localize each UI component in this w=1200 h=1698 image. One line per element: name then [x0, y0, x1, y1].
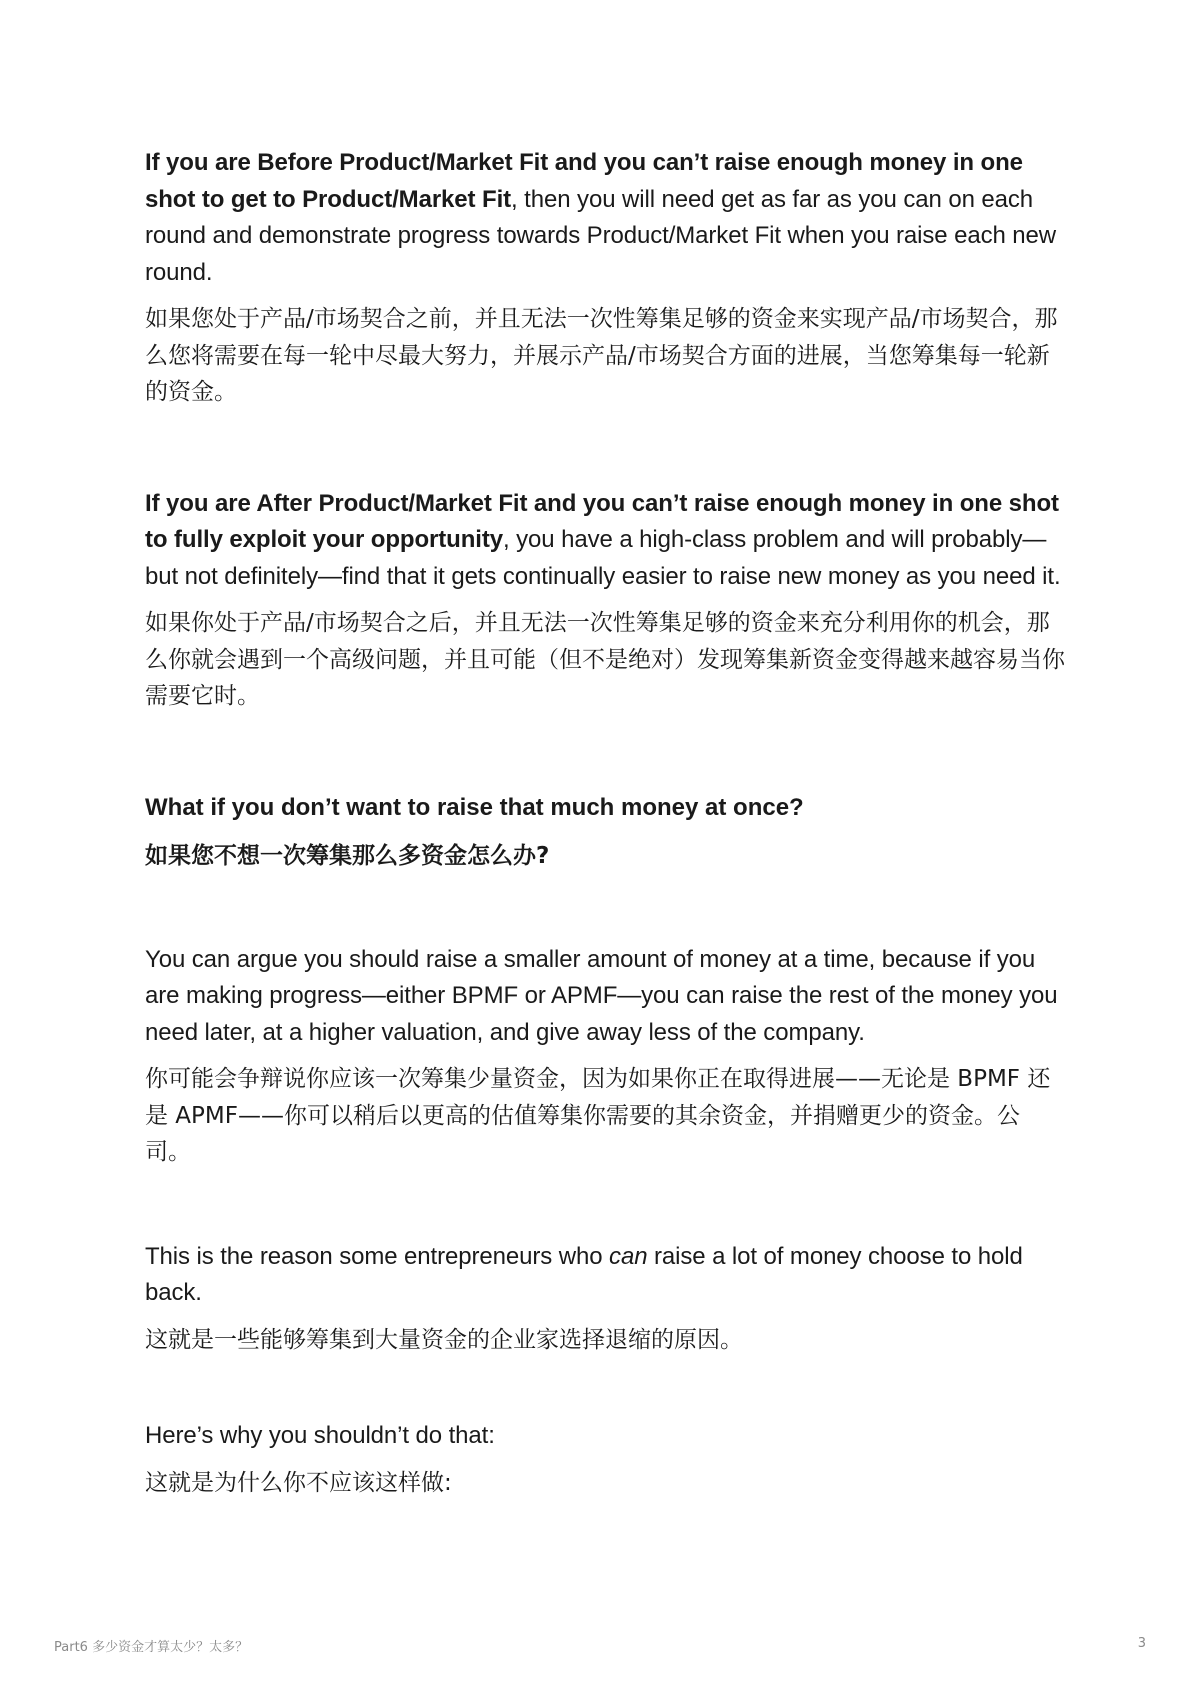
paragraph-en: Here’s why you shouldn’t do that:	[145, 1422, 495, 1449]
paragraph-en: You can argue you should raise a smaller amount of money at a time, because if you are making progress—either BPMF or APMF—you can raise the rest of the money you need later, at a higher valuation, and give away less of the company.	[145, 945, 1058, 1046]
heading-en: What if you don’t want to raise that much money at once?	[145, 793, 804, 821]
paragraph-zh: 如果你处于产品/市场契合之后，并且无法一次性筹集足够的资金来充分利用你的机会，那么你就会遇到一个高级问题，并且可能（但不是绝对）发现筹集新资金变得越来越容易当你需要它时。	[145, 610, 1065, 709]
paragraph-zh: 你可能会争辩说你应该一次筹集少量资金，因为如果你正在取得进展——无论是 BPMF 还是 APMF——你可以稍后以更高的估值筹集你需要的其余资金，并捐赠更少的资金。公司。	[145, 1066, 1051, 1165]
bold-lead: If you are Before Product/Market Fit and you can’t raise enough money in one shot to get to Product/Market Fit	[145, 149, 1023, 213]
page-content	[145, 145, 1065, 1501]
text-after: raise a lot of money choose to hold back.	[145, 1242, 1023, 1306]
block-after-pmf	[145, 486, 1065, 715]
bold-lead: If you are After Product/Market Fit and you can’t raise enough money in one shot to fully exploit your opportunity	[145, 489, 1059, 553]
paragraph-en	[145, 1239, 1065, 1312]
page-number: 3	[1137, 1636, 1146, 1651]
block-argue	[145, 942, 1065, 1171]
paragraph-zh: 这就是一些能够筹集到大量资金的企业家选择退缩的原因。	[145, 1326, 743, 1353]
block-before-pmf	[145, 145, 1065, 411]
paragraph-zh: 如果您处于产品/市场契合之前，并且无法一次性筹集足够的资金来实现产品/市场契合，那么您将需要在每一轮中尽最大努力，并展示产品/市场契合方面的进展，当您筹集每一轮新的资金。	[145, 306, 1058, 405]
paragraph-en	[145, 486, 1065, 596]
paragraph-en	[145, 145, 1065, 291]
footer-chapter-title: Part6 多少资金才算太少？太多？	[54, 1640, 249, 1655]
block-reason	[145, 1239, 1065, 1359]
section-heading	[145, 790, 1065, 874]
italic-emphasis: can	[609, 1242, 648, 1270]
heading-zh: 如果您不想一次筹集那么多资金怎么办?	[145, 842, 550, 869]
paragraph-text: , then you will need get as far as you can on each round and demonstrate progress towards Product/Market Fit when you raise each new round.	[145, 185, 1057, 286]
page-footer	[54, 1636, 1146, 1656]
text-before: This is the reason some entrepreneurs who	[145, 1242, 610, 1270]
paragraph-zh: 这就是为什么你不应该这样做:	[145, 1469, 452, 1496]
block-why	[145, 1418, 1065, 1501]
paragraph-text: , you have a high-class problem and will probably—but not definitely—find that it gets continually easier to raise new money as you need it.	[145, 526, 1061, 590]
